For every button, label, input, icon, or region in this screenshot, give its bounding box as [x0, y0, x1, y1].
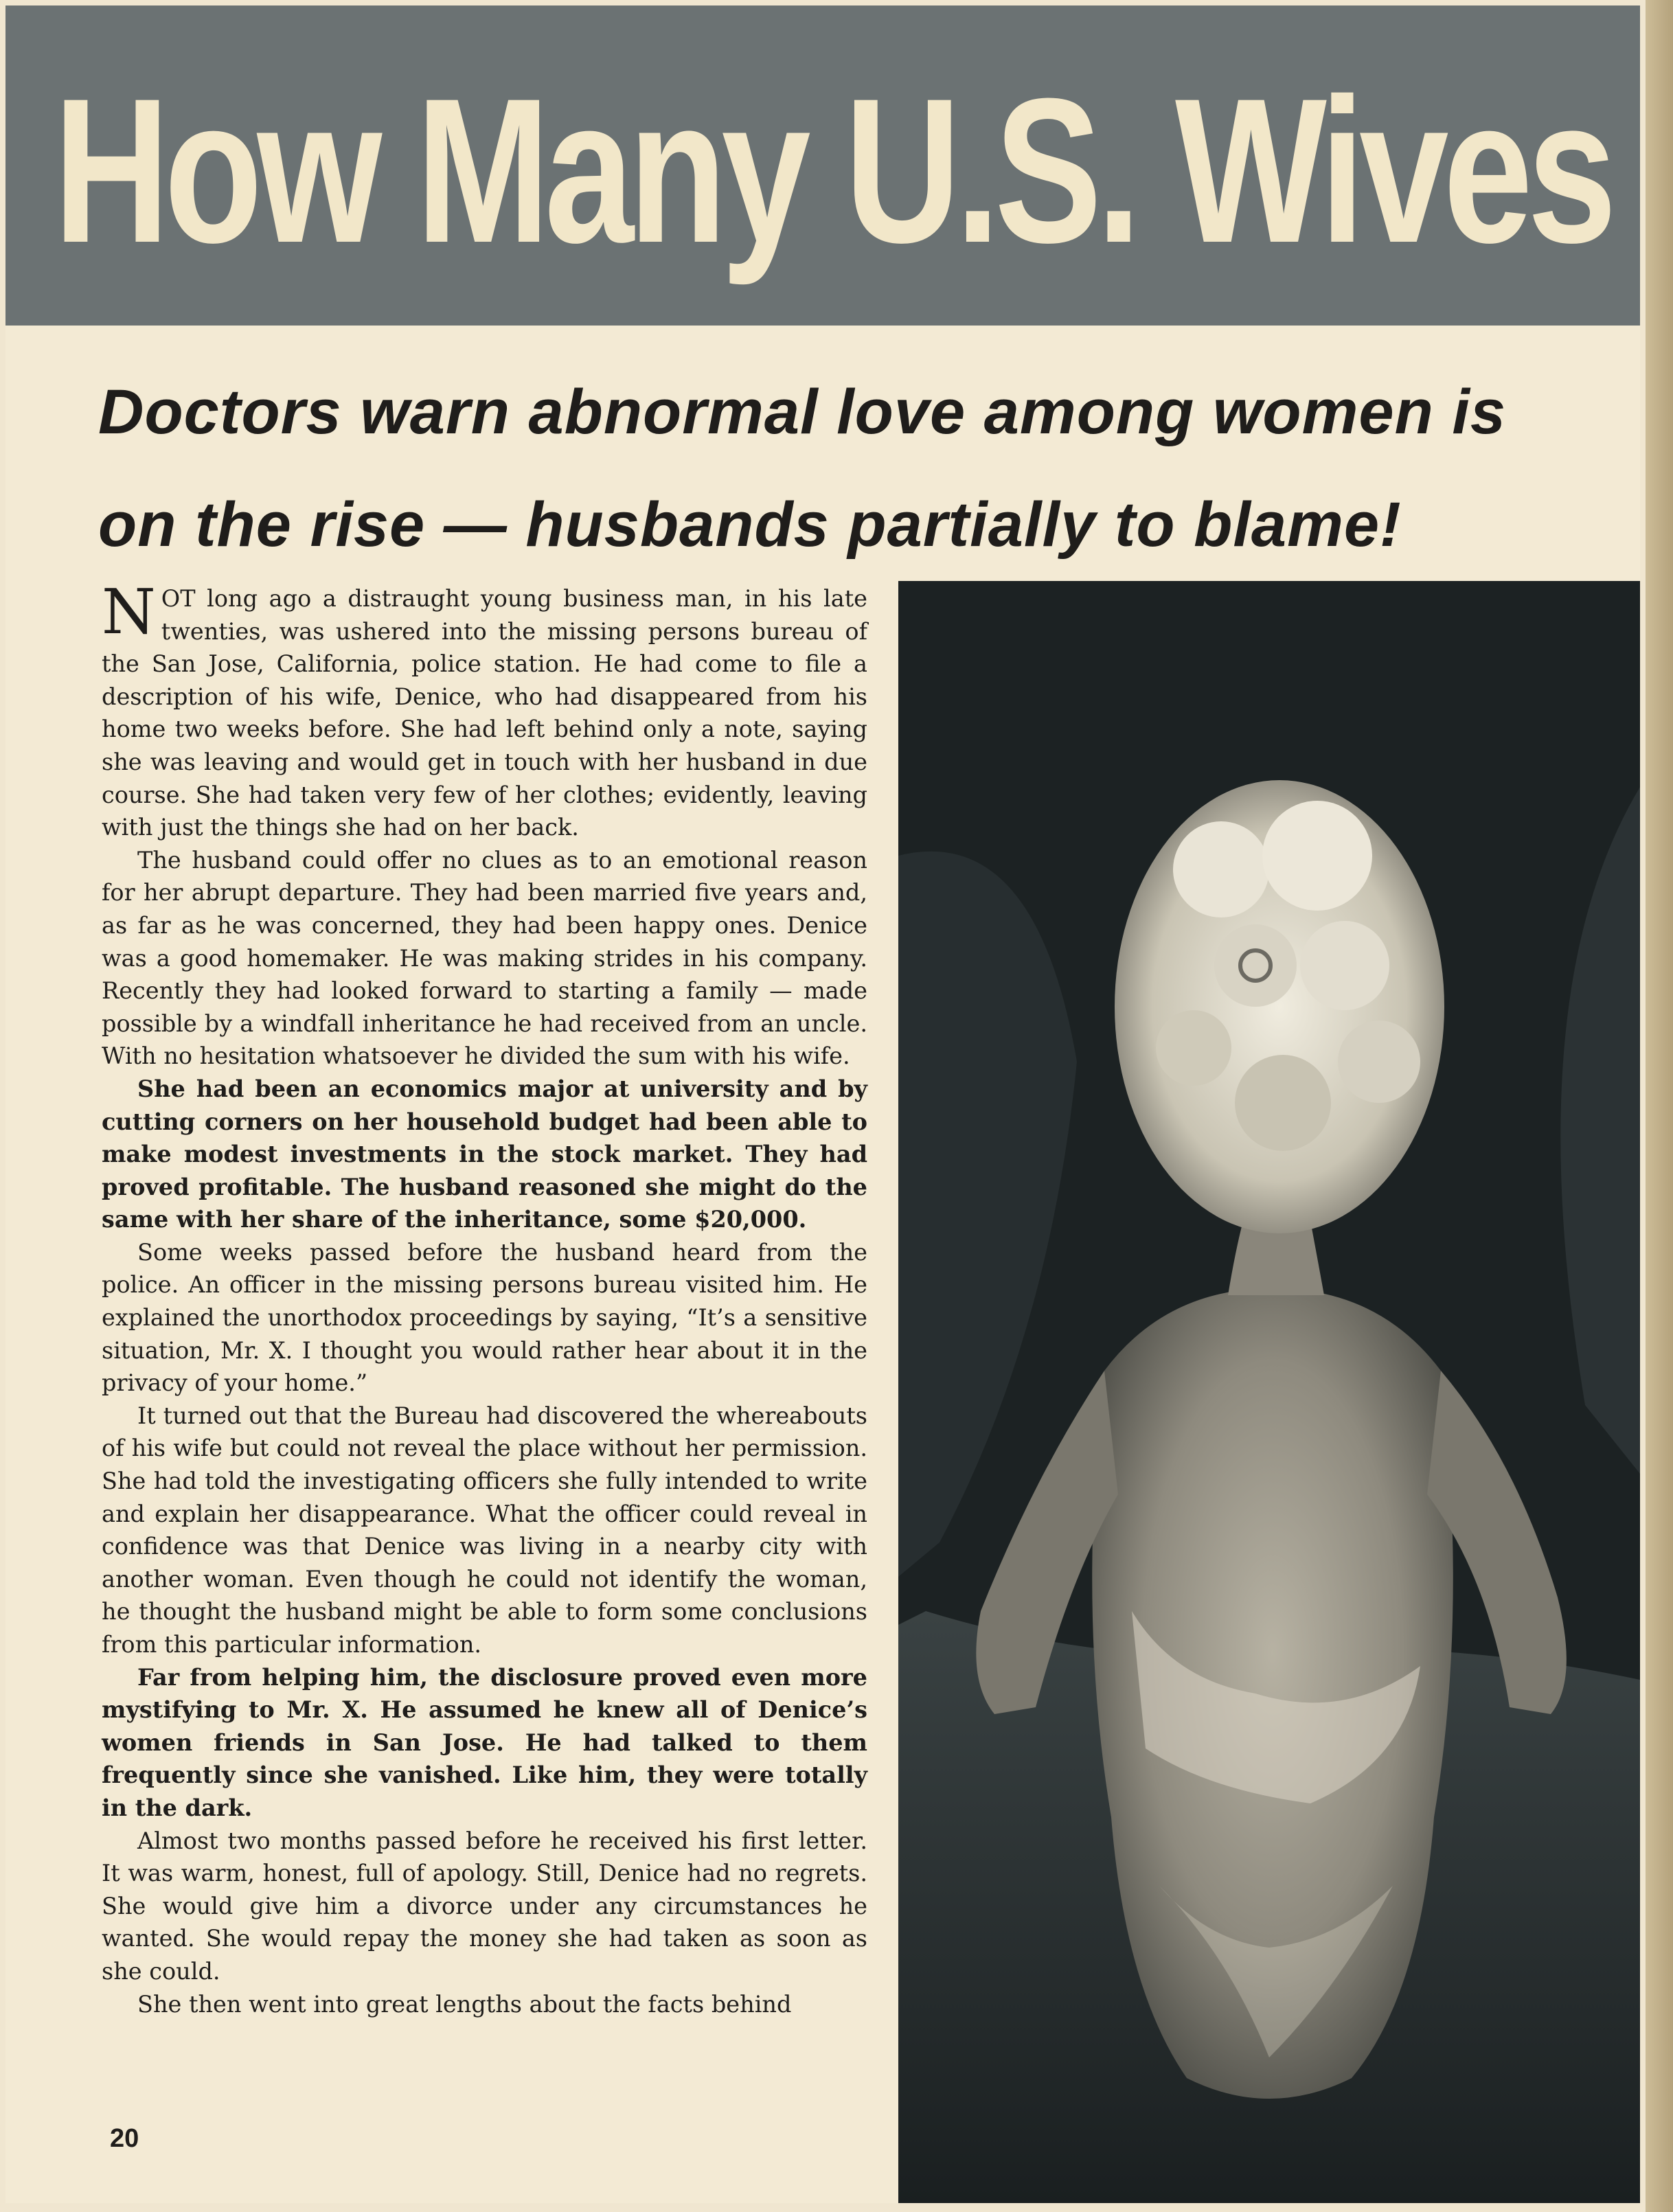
- headline: How Many U.S. Wives: [54, 55, 1612, 286]
- binding-edge: [1646, 0, 1673, 2212]
- article-paragraph-6: Far from helping him, the disclosure proved even more mystifying to Mr. X. He assumed he knew all of Denice’s women friends in San Jose. He had talked to them frequently since she vanished. Like him, they were totally in the dark.: [102, 1663, 867, 1821]
- photo-illustration: [898, 581, 1640, 2203]
- drop-cap: N: [102, 576, 156, 648]
- title-band: [5, 5, 1640, 326]
- article-photo: [898, 581, 1640, 2203]
- subheadline: Doctors warn abnormal love among women is on the rise — husbands partially to blame!: [98, 377, 1507, 560]
- article-paragraph-1: [102, 576, 867, 844]
- article-paragraph-4: Some weeks passed before the husband heard from the police. An officer in the missing persons bureau visited him. He explained the unorthodox proceedings by saying, “It’s a sensitive situation, Mr. X. I thought you would rather hear about it in the privacy of your home.”: [102, 1238, 867, 1397]
- paragraph-1-text: OT long ago a distraught young business man, in his late twenties, was ushered into the missing persons bureau of the San Jose, California, police station. He had come to file a description of his wife, Denice, who had disappeared from his home two weeks before. She had left behind only a note, saying she was leaving and would get in touch with her husband in due course. She had taken very few of her clothes; evidently, leaving with just the things she had on her back.: [102, 585, 867, 841]
- magazine-page: [5, 5, 1640, 2203]
- article-paragraph-7: Almost two months passed before he received his first letter. It was warm, honest, full of apology. Still, Denice had no regrets. She would give him a divorce under any circumstances he wanted. She would repay the money she had taken as soon as she could.: [102, 1827, 867, 1985]
- article-paragraph-2: The husband could offer no clues as to an emotional reason for her abrupt departure. They had been married five years and, as far as he was concerned, they had been happy ones. Denice was a good homemaker. He was making strides in his company. Recently they had looked forward to starting a family — made possible by a windfall inheritance he had received from an uncle. With no hesitation whatsoever he divided the sum with his wife.: [102, 846, 867, 1070]
- article-paragraph-5: It turned out that the Bureau had discovered the whereabouts of his wife but could not reveal the place without her permission. She had told the investigating officers she fully intended to write and explain her disappearance. What the officer could reveal in confidence was that Denice was living in a nearby city with another woman. Even though he could not identify the woman, he thought the husband might be able to form some conclusions from this particular information.: [102, 1402, 867, 1658]
- article-column: [102, 576, 867, 2020]
- article-paragraph-3: She had been an economics major at university and by cutting corners on her household budget had been able to make modest investments in the stock market. They had proved profitable. The husband reasoned she might do the same with her share of the inheritance, some $20,000.: [102, 1075, 867, 1233]
- article-paragraph-8: She then went into great lengths about the facts behind: [137, 1990, 792, 2018]
- page-number: 20: [110, 2124, 139, 2153]
